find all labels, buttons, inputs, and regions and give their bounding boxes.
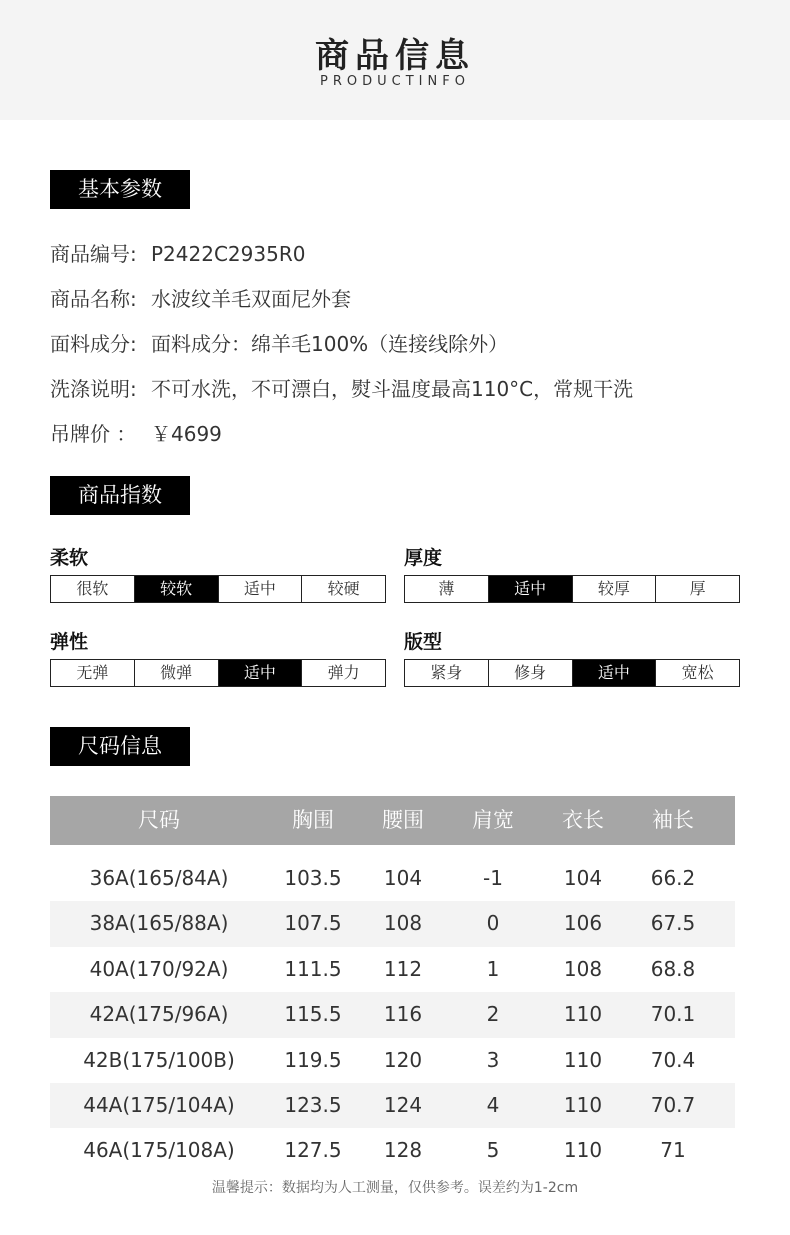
- header-cell: 胸围: [292, 808, 334, 832]
- param-row: [50, 238, 305, 267]
- size-table: [50, 796, 735, 1174]
- scale-option: 适中: [573, 660, 657, 686]
- page-subtitle: PRODUCTINFO: [320, 74, 470, 89]
- table-cell: 0: [486, 911, 500, 936]
- param-row: [50, 373, 633, 402]
- index-title-softness: 柔软: [50, 547, 89, 569]
- scale-option: 薄: [405, 576, 489, 602]
- scale-option: 无弹: [51, 660, 135, 686]
- scale-option: 适中: [219, 660, 303, 686]
- section-size-label: 尺码信息: [50, 727, 190, 766]
- table-cell: 106: [563, 911, 603, 936]
- table-cell: 38A(165/88A): [89, 911, 229, 936]
- param-key: 吊牌价 ：: [50, 422, 137, 446]
- table-row: [50, 947, 735, 992]
- index-scale-elasticity: [50, 659, 386, 687]
- param-value: 不可水洗，不可漂白，熨斗温度最高110°C，常规干洗: [151, 377, 634, 401]
- header-cell: 尺码: [138, 808, 180, 832]
- header-cell: 腰围: [382, 808, 424, 832]
- param-row: [50, 283, 351, 312]
- table-cell: 5: [486, 1138, 500, 1163]
- table-cell: 110: [563, 1002, 603, 1027]
- index-scale-fit: [404, 659, 740, 687]
- table-row: [50, 992, 735, 1037]
- table-cell: 71: [660, 1138, 686, 1163]
- scale-option: 较厚: [573, 576, 657, 602]
- table-cell: 104: [383, 866, 423, 890]
- table-cell: 67.5: [650, 911, 696, 936]
- table-cell: 66.2: [650, 866, 696, 890]
- table-cell: 120: [383, 1047, 423, 1072]
- scale-option: 适中: [489, 576, 573, 602]
- param-row: [50, 328, 508, 357]
- index-title-elasticity: 弹性: [50, 631, 89, 653]
- table-cell: 108: [383, 911, 423, 936]
- table-row: [50, 1038, 735, 1083]
- table-cell: 119.5: [284, 1047, 342, 1072]
- table-row: [50, 1128, 735, 1173]
- scale-option: 弹力: [327, 663, 360, 682]
- param-key: 面料成分:: [50, 332, 137, 356]
- param-value: ￥4699: [151, 422, 222, 446]
- scale-option: 很软: [51, 576, 135, 602]
- table-cell: 1: [486, 956, 500, 981]
- scale-option: 宽松: [681, 663, 714, 682]
- table-cell: 108: [563, 956, 603, 981]
- table-cell: 44A(175/104A): [83, 1092, 235, 1117]
- section-basic-label: 基本参数: [50, 170, 190, 209]
- table-cell: 110: [563, 1092, 603, 1117]
- table-cell: -1: [483, 866, 503, 890]
- table-cell: 42B(175/100B): [83, 1047, 235, 1072]
- table-cell: 123.5: [284, 1092, 342, 1117]
- header-cell: 袖长: [652, 808, 694, 832]
- scale-option: 较软: [135, 576, 219, 602]
- table-cell: 104: [563, 866, 603, 890]
- header-cell: 肩宽: [472, 808, 514, 832]
- scale-option: 微弹: [135, 660, 219, 686]
- table-cell: 116: [383, 1002, 423, 1027]
- scale-option: 适中: [219, 576, 303, 602]
- table-cell: 70.4: [650, 1047, 696, 1072]
- page-title: 商品信息: [315, 36, 475, 76]
- page-header: [0, 0, 790, 120]
- table-cell: 110: [563, 1047, 603, 1072]
- scale-option: 厚: [689, 579, 706, 598]
- scale-option: 紧身: [405, 660, 489, 686]
- table-row: [50, 856, 735, 901]
- index-title-fit: 版型: [404, 631, 443, 653]
- size-table-header: [50, 796, 735, 845]
- param-value: P2422C2935R0: [151, 242, 306, 266]
- param-key: 商品编号:: [50, 242, 137, 266]
- table-cell: 40A(170/92A): [89, 956, 229, 981]
- table-cell: 127.5: [284, 1138, 342, 1163]
- table-cell: 3: [486, 1047, 500, 1072]
- table-cell: 124: [383, 1092, 423, 1117]
- param-value: 水波纹羊毛双面尼外套: [151, 287, 351, 311]
- index-scale-thickness: [404, 575, 740, 603]
- table-cell: 111.5: [284, 956, 342, 981]
- table-cell: 115.5: [284, 1002, 342, 1027]
- table-cell: 2: [486, 1002, 500, 1027]
- section-index-label: 商品指数: [50, 476, 190, 515]
- table-cell: 70.1: [650, 1002, 696, 1027]
- param-value: 面料成分：绵羊毛100%（连接线除外）: [151, 332, 509, 356]
- table-cell: 42A(175/96A): [89, 1002, 229, 1027]
- table-cell: 103.5: [284, 866, 342, 890]
- scale-option: 修身: [489, 660, 573, 686]
- table-cell: 68.8: [650, 956, 696, 981]
- index-title-thickness: 厚度: [404, 547, 443, 569]
- measurement-note: 温馨提示：数据均为人工测量，仅供参考。误差约为1-2cm: [211, 1180, 579, 1196]
- table-row: [50, 1083, 735, 1128]
- table-cell: 4: [486, 1092, 500, 1117]
- table-cell: 128: [383, 1138, 423, 1163]
- param-key: 商品名称:: [50, 287, 137, 311]
- table-cell: 46A(175/108A): [83, 1138, 235, 1163]
- table-cell: 110: [563, 1138, 603, 1163]
- header-cell: 衣长: [562, 808, 604, 832]
- table-cell: 36A(165/84A): [89, 866, 229, 890]
- table-cell: 70.7: [650, 1092, 696, 1117]
- table-cell: 112: [383, 956, 423, 981]
- scale-option: 较硬: [327, 579, 360, 598]
- table-row: [50, 901, 735, 946]
- param-key: 洗涤说明:: [50, 377, 137, 401]
- param-row: [50, 418, 222, 447]
- table-cell: 107.5: [284, 911, 342, 936]
- index-scale-softness: [50, 575, 386, 603]
